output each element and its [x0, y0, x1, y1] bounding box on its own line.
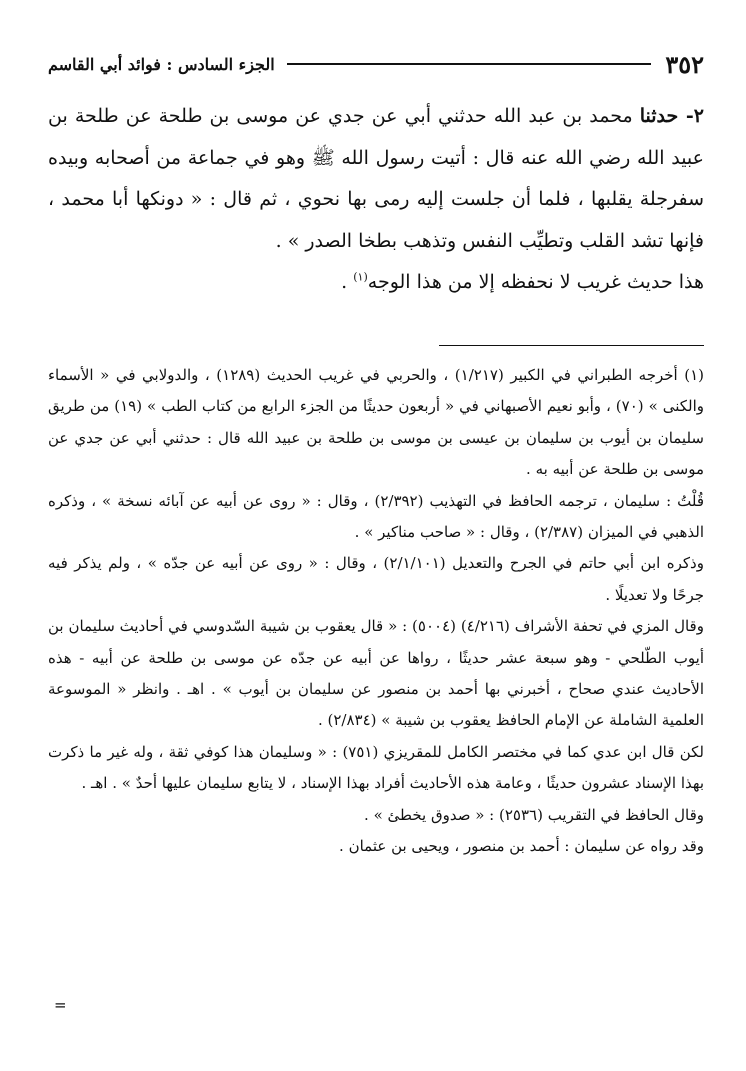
footnote-paragraph: وذكره ابن أبي حاتم في الجرح والتعديل (٢/١/١٠١) ، وقال : « روى عن أبيه عن جدّه » ، ولم يذكر فيه جرحًا ولا تعديلًا . — [48, 554, 704, 604]
comment-text: هذا حديث غريب لا نحفظه إلا من هذا الوجه — [367, 271, 704, 293]
hadith-body: محمد بن عبد الله حدثني أبي عن جدي عن موسى بن طلحة عن طلحة بن عبيد الله رضي الله عنه قال : أتيت رسول الله ﷺ وهو في جماعة من أصحابه وبيده سفرجلة يقلبها ، فلما أن جلست إليه رمى بها نحوي ، ثم قال : « دونكها أبا محمد ، فإنها تشد القلب وتطيِّب النفس وتذهب بطخا الصدر » . — [48, 105, 704, 252]
footnote-paragraph: وقال المزي في تحفة الأشراف (٤/٢١٦) (٥٠٠٤) : « قال يعقوب بن شيبة السّدوسي في أحاديث سليمان بن أيوب الطّلحي - وهو سبعة عشر حديثًا ، رواها عن أبيه عن جدّه عن موسى بن طلحة عن أبيه - هذه الأحاديث عندي صحاح ، أخبرني بها أحمد بن منصور عن سليمان بن أيوب » . اهـ . وانظر « الموسوعة العلمية الشاملة عن الإمام الحافظ يعقوب بن شيبة » (٢/٨٣٤) . — [48, 617, 704, 730]
hadith-text — [48, 96, 704, 304]
page-header — [48, 44, 704, 84]
running-title: الجزء السادس : فوائد أبي القاسم — [48, 54, 275, 74]
header-rule — [287, 63, 652, 65]
footnotes — [48, 360, 704, 863]
footnote-paragraph: (١) أخرجه الطبراني في الكبير (١/٢١٧) ، والحربي في غريب الحديث (١٢٨٩) ، والدولابي في « الأسماء والكنى » (٧٠) ، وأبو نعيم الأصبهاني في « أربعون حديثًا من الجزء الرابع من كتاب الطب » (١٩) من طريق سليمان بن أيوب بن سليمان بن عيسى بن موسى بن طلحة بن عبيد الله قال : حدثني أبي عن جدي عن موسى بن طلحة عن أبيه به . — [48, 366, 704, 479]
footnote-separator — [439, 345, 704, 346]
footnote-paragraph: لكن قال ابن عدي كما في مختصر الكامل للمقريزي (٧٥١) : « وسليمان هذا كوفي ثقة ، وله غير ما ذكرت بهذا الإسناد عشرون حديثًا ، وعامة هذه الأحاديث أفراد بهذا الإسناد ، لا يتابع سليمان عليها أحدٌ » . اهـ . — [48, 742, 704, 793]
hadith-number: ٢- حدثنا — [639, 105, 705, 127]
book-page — [48, 0, 704, 1071]
footnote-paragraph: وقد رواه عن سليمان : أحمد بن منصور ، ويحيى بن عثمان . — [339, 837, 704, 856]
hadith-comment — [48, 262, 704, 304]
footnote-ref[interactable]: (١) — [353, 270, 368, 284]
hadith-paragraph — [48, 96, 704, 262]
footnote-paragraph: وقال الحافظ في التقريب (٢٥٣٦) : « صدوق يخطئ » . — [364, 805, 704, 824]
footnote-paragraph: قُلْتُ : سليمان ، ترجمه الحافظ في التهذيب (٢/٣٩٢) ، وقال : « روى عن أبيه عن آبائه نسخة » ، وذكره الذهبي في الميزان (٢/٣٨٧) ، وقال : « صاحب مناكير » . — [48, 491, 705, 542]
continuation-mark: = — [54, 996, 67, 1014]
page-number: ٣٥٢ — [665, 49, 704, 79]
comment-end: . — [341, 271, 354, 293]
